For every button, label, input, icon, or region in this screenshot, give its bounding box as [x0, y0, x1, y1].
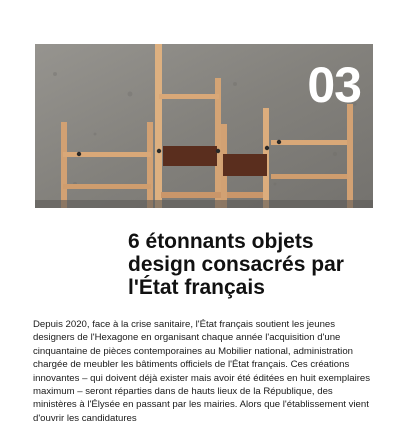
leather-seat — [163, 146, 217, 166]
floor — [35, 200, 373, 208]
article-headline: 6 étonnants objets design consacrés par l'État français — [128, 230, 344, 299]
article-number: 03 — [307, 57, 361, 113]
article-body: Depuis 2020, face à la crise sanitaire, l'État français soutient les jeunes designers de l'Hexagone en organisant chaque année l'acquisition d'une cinquantaine de pièces contemporaines au Mobilier national, administration chargée de meubler les bâtiments officiels de l'État français. Ces créations innovantes – qui doivent déjà exister mais avoir été éditées en huit exemplaires maximum – seront réparties dans de hauts lieux de la République, des ministères à l'Élysée en passant par les mairies. Alors que l'établissement vient d'ouvrir les candidatures — [33, 319, 371, 424]
hero-image — [35, 44, 373, 208]
